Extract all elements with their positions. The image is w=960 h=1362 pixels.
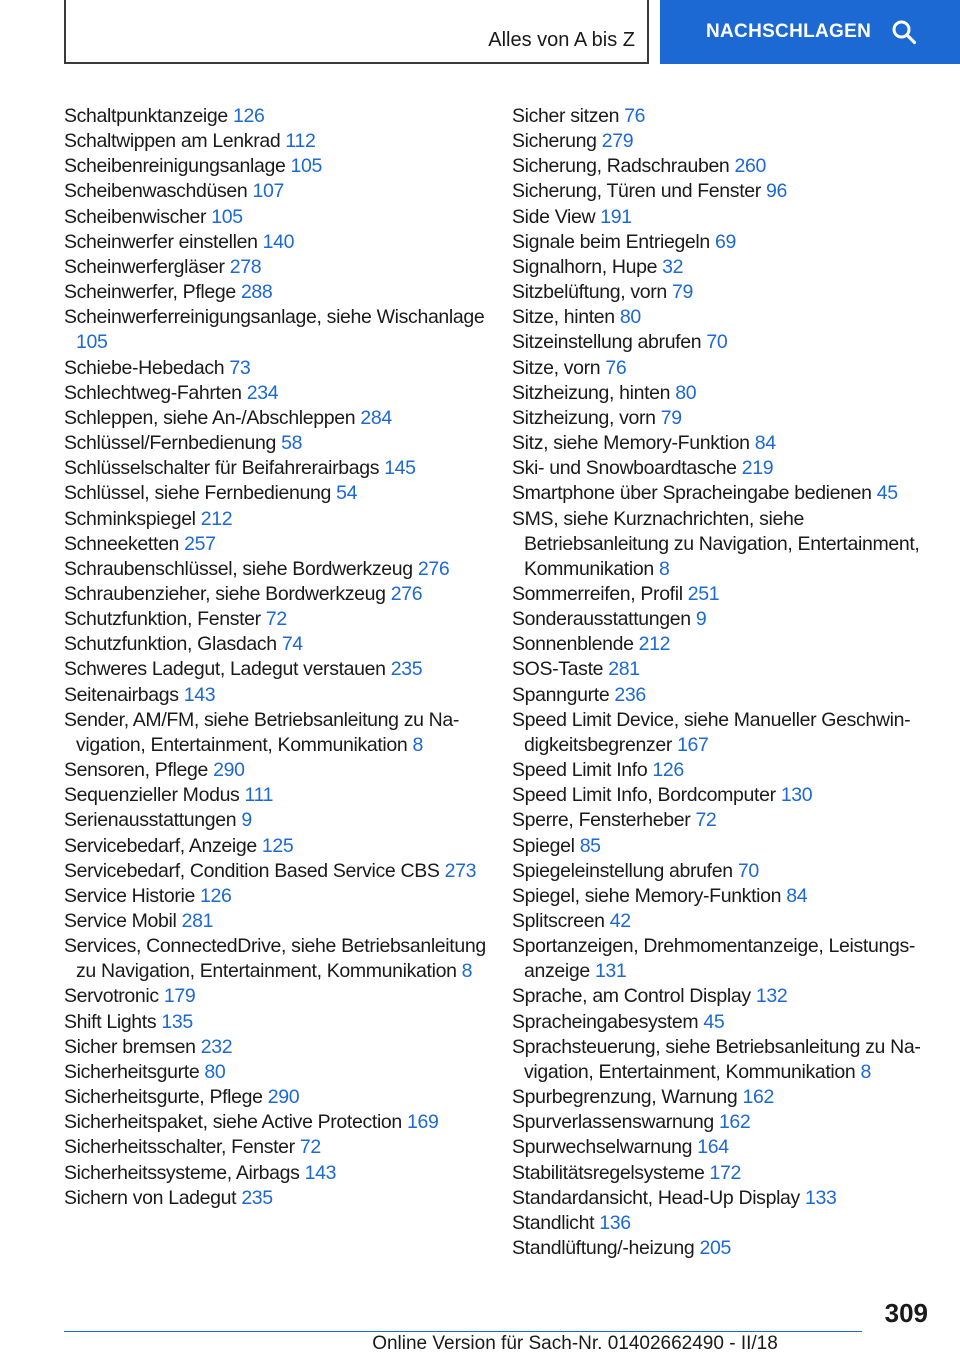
index-term: Sitze, hinten xyxy=(512,306,615,329)
index-column-right xyxy=(512,104,952,1261)
index-term: Speed Limit Info xyxy=(512,759,648,782)
index-term: Sicherheitsschalter, Fenster xyxy=(64,1136,295,1159)
page-link[interactable]: 8 xyxy=(412,733,423,756)
page-link[interactable]: 8 xyxy=(461,960,473,983)
page-link[interactable]: 133 xyxy=(805,1186,837,1209)
index-entry xyxy=(512,607,952,632)
page-link[interactable]: 125 xyxy=(261,834,294,857)
page-link[interactable]: 112 xyxy=(285,130,316,153)
page-link[interactable]: 284 xyxy=(360,406,392,429)
index-entry xyxy=(512,683,952,708)
index-term: Servicebedarf, Condition Based Service CBS xyxy=(64,859,440,882)
index-entry xyxy=(64,607,494,632)
index-entry xyxy=(64,481,494,506)
index-term: Speed Limit Info, Bordcomputer xyxy=(512,784,776,807)
index-entry xyxy=(512,280,952,305)
index-entry xyxy=(64,557,494,582)
index-term: Servotronic xyxy=(64,985,159,1008)
page-link[interactable]: 278 xyxy=(229,255,262,278)
index-entry xyxy=(512,632,952,657)
index-term: Sicher bremsen xyxy=(64,1035,196,1058)
index-entry xyxy=(64,205,494,230)
index-term: Sommerreifen, Profil xyxy=(512,582,683,605)
index-term: Sichern von Ladegut xyxy=(64,1186,237,1209)
page-link[interactable]: 205 xyxy=(699,1237,731,1260)
index-term: Spanngurte xyxy=(512,683,610,706)
index-term: Schneeketten xyxy=(64,532,180,555)
index-term: Sicher sitzen xyxy=(512,105,620,127)
index-term: Sitzeinstellung abrufen xyxy=(512,331,702,354)
index-entry xyxy=(64,708,494,758)
page-link[interactable]: 164 xyxy=(697,1136,729,1159)
page-link[interactable]: 191 xyxy=(600,205,632,228)
page-link[interactable]: 232 xyxy=(200,1035,233,1058)
index-entry xyxy=(64,104,494,129)
index-term: Standardansicht, Head-Up Display xyxy=(512,1186,800,1209)
online-version-note: Online Version für Sach-Nr. 01402662490 - II/18 xyxy=(372,1333,778,1354)
index-entry xyxy=(512,984,952,1009)
nachschlagen-tab[interactable] xyxy=(660,0,960,64)
page-link[interactable]: 290 xyxy=(267,1086,300,1109)
index-entry xyxy=(64,859,494,884)
page-link[interactable]: 288 xyxy=(240,281,273,304)
page-link[interactable]: 140 xyxy=(262,230,295,253)
page-link[interactable]: 162 xyxy=(742,1086,774,1109)
index-term: Spurbegrenzung, Warnung xyxy=(512,1086,738,1109)
page-link[interactable]: 130 xyxy=(780,784,813,807)
index-term: SOS-Taste xyxy=(512,658,604,681)
page-link[interactable]: 281 xyxy=(181,910,214,932)
page-link[interactable]: 126 xyxy=(200,884,232,907)
index-entry xyxy=(64,532,494,557)
page-link[interactable]: 251 xyxy=(687,582,720,605)
index-entry xyxy=(64,909,494,934)
index-term: Sprachsteuerung, siehe Betriebsanleitung zu Navigation, Entertainment, Kommunikation xyxy=(512,1035,921,1083)
page-link[interactable]: 80 xyxy=(204,1060,226,1083)
index-term: Service Historie xyxy=(64,884,195,907)
index-entry xyxy=(64,758,494,783)
index-term: Sicherheitssysteme, Airbags xyxy=(64,1161,300,1184)
page-link[interactable]: 126 xyxy=(652,759,684,782)
page-link[interactable]: 143 xyxy=(183,683,216,706)
index-term: Seitenairbags xyxy=(64,683,179,706)
index-entry xyxy=(64,1060,494,1085)
page-link[interactable]: 235 xyxy=(241,1186,273,1209)
index-term: Schaltpunktanzeige xyxy=(64,105,228,127)
index-column-left xyxy=(64,104,494,1211)
page-link[interactable]: 167 xyxy=(677,733,709,756)
index-entry xyxy=(64,507,494,532)
index-entry xyxy=(64,305,494,355)
page-number: 309 xyxy=(884,1298,928,1328)
index-entry xyxy=(64,582,494,607)
index-term: Sprache, am Control Display xyxy=(512,985,751,1008)
index-term: Scheinwerfer, Pflege xyxy=(64,281,236,304)
index-term: Sender, AM/FM, siehe Betriebsanleitung zu Navigation, Entertainment, Kommunikation xyxy=(64,708,460,756)
page-link[interactable]: 72 xyxy=(695,809,717,832)
page-link[interactable]: 126 xyxy=(232,105,265,127)
index-entry xyxy=(512,909,952,934)
index-term: Service Mobil xyxy=(64,910,177,932)
page-link[interactable]: 162 xyxy=(718,1111,751,1134)
index-entry xyxy=(512,381,952,406)
index-term: Signalhorn, Hupe xyxy=(512,255,658,278)
page-link[interactable]: 169 xyxy=(407,1111,439,1134)
index-entry xyxy=(512,582,952,607)
page-link[interactable]: 70 xyxy=(706,331,728,354)
index-entry xyxy=(512,179,952,204)
index-term: Standlüftung/-heizung xyxy=(512,1237,695,1260)
index-entry xyxy=(64,1161,494,1186)
page-link[interactable]: 9 xyxy=(241,809,252,832)
index-entry xyxy=(512,205,952,230)
index-term: Sicherheitspaket, siehe Active Protection xyxy=(64,1111,402,1134)
page-link[interactable]: 135 xyxy=(161,1010,193,1033)
page-link[interactable]: 260 xyxy=(734,155,767,178)
index-entry xyxy=(64,1110,494,1135)
page-link[interactable]: 172 xyxy=(709,1161,742,1184)
page-link[interactable]: 276 xyxy=(390,582,423,605)
index-term: Scheibenwischer xyxy=(64,205,207,228)
index-term: Sicherung xyxy=(512,130,597,153)
page-link[interactable]: 143 xyxy=(304,1161,337,1184)
page-link[interactable]: 76 xyxy=(624,105,646,127)
index-term: Schiebe-Hebedach xyxy=(64,356,225,379)
index-term: Scheinwerfergläser xyxy=(64,255,225,278)
index-entry xyxy=(512,456,952,481)
page-link[interactable]: 276 xyxy=(417,557,450,580)
index-entry xyxy=(64,431,494,456)
index-entry xyxy=(512,783,952,808)
page-link[interactable]: 85 xyxy=(579,834,601,857)
index-entry xyxy=(512,104,952,129)
page-link[interactable]: 290 xyxy=(213,759,245,782)
page-link[interactable]: 105 xyxy=(290,155,323,178)
index-entry xyxy=(512,1110,952,1135)
index-term: Speed Limit Device, siehe Manueller Geschwindigkeitsbegrenzer xyxy=(512,708,911,756)
page-link[interactable]: 45 xyxy=(876,482,898,505)
footer-divider xyxy=(64,1331,862,1332)
page-link[interactable]: 72 xyxy=(265,608,287,631)
index-term: Serienausstattungen xyxy=(64,809,237,832)
index-entry xyxy=(512,808,952,833)
page-link[interactable]: 84 xyxy=(786,884,808,907)
index-term: Scheibenreinigungsanlage xyxy=(64,155,286,178)
index-entry xyxy=(64,1010,494,1035)
index-term: Schraubenschlüssel, siehe Bordwerkzeug xyxy=(64,557,413,580)
index-entry xyxy=(512,507,952,582)
index-entry xyxy=(512,1161,952,1186)
page-link[interactable]: 79 xyxy=(671,281,693,304)
page-link[interactable]: 79 xyxy=(660,406,682,429)
page-link[interactable]: 80 xyxy=(675,381,697,404)
index-entry xyxy=(64,1035,494,1060)
index-term: Sicherung, Radschrauben xyxy=(512,155,730,178)
nav-tab-label: NACHSCHLAGEN xyxy=(706,21,872,42)
index-entry xyxy=(512,834,952,859)
index-entry xyxy=(512,708,952,758)
index-entry xyxy=(512,1186,952,1211)
page-link[interactable]: 234 xyxy=(246,381,279,404)
page-link[interactable]: 132 xyxy=(755,985,788,1008)
index-term: Schleppen, siehe An-/Abschleppen xyxy=(64,406,356,429)
index-entry xyxy=(64,834,494,859)
page-link[interactable]: 105 xyxy=(211,205,243,228)
index-entry xyxy=(512,154,952,179)
index-term: Side View xyxy=(512,205,596,228)
index-entry xyxy=(512,431,952,456)
index-term: Scheinwerfer einstellen xyxy=(64,230,258,253)
index-term: Schutzfunktion, Fenster xyxy=(64,608,261,631)
page-link[interactable]: 96 xyxy=(766,180,787,203)
index-entry xyxy=(64,456,494,481)
index-term: Shift Lights xyxy=(64,1010,157,1033)
page-link[interactable]: 58 xyxy=(281,432,303,455)
index-term: Standlicht xyxy=(512,1211,595,1234)
page-link[interactable]: 9 xyxy=(695,608,707,631)
index-term: Schraubenzieher, siehe Bordwerkzeug xyxy=(64,582,386,605)
index-term: Spurwechselwarnung xyxy=(512,1136,693,1159)
page-link[interactable]: 257 xyxy=(184,532,216,555)
page-link[interactable]: 8 xyxy=(860,1060,871,1083)
index-entry xyxy=(512,255,952,280)
section-title: Alles von A bis Z xyxy=(488,29,635,51)
index-entry xyxy=(64,154,494,179)
index-term: Sensoren, Pflege xyxy=(64,759,209,782)
page-link[interactable]: 212 xyxy=(638,633,671,656)
index-entry xyxy=(512,1085,952,1110)
index-term: Sitzheizung, vorn xyxy=(512,406,656,429)
index-entry xyxy=(64,884,494,909)
index-entry xyxy=(64,280,494,305)
page-link[interactable]: 107 xyxy=(252,180,284,203)
index-entry xyxy=(512,934,952,984)
page-link[interactable]: 8 xyxy=(658,557,670,580)
page-link[interactable]: 235 xyxy=(390,658,423,681)
page-link[interactable]: 136 xyxy=(599,1211,631,1234)
index-entry xyxy=(64,255,494,280)
page-link[interactable]: 32 xyxy=(662,255,684,278)
index-term: Signale beim Entriegeln xyxy=(512,230,710,253)
page-link[interactable]: 236 xyxy=(614,683,646,706)
index-term: Sonnenblende xyxy=(512,633,634,656)
page-link[interactable]: 72 xyxy=(299,1136,321,1159)
index-term: Sitzheizung, hinten xyxy=(512,381,671,404)
index-term: Spiegel xyxy=(512,834,575,857)
index-entry xyxy=(512,305,952,330)
index-term: Sitze, vorn xyxy=(512,356,601,379)
index-term: Smartphone über Spracheingabe bedienen xyxy=(512,482,872,505)
index-entry xyxy=(64,984,494,1009)
page-link[interactable]: 279 xyxy=(601,130,634,153)
index-term: Splitscreen xyxy=(512,910,605,932)
page-link[interactable]: 76 xyxy=(605,356,627,379)
index-entry xyxy=(64,683,494,708)
index-entry xyxy=(64,934,494,984)
index-entry xyxy=(512,356,952,381)
index-entry xyxy=(512,230,952,255)
index-term: Sicherheitsgurte, Pflege xyxy=(64,1086,263,1109)
index-term: Scheinwerferreinigungsanlage, siehe Wischanlage xyxy=(64,306,485,329)
index-term: Stabilitätsregelsysteme xyxy=(512,1161,705,1184)
index-term: Sperre, Fensterheber xyxy=(512,809,691,832)
page-link[interactable]: 74 xyxy=(281,633,303,656)
index-term: Schaltwippen am Lenkrad xyxy=(64,130,281,153)
index-term: Ski- und Snowboardtasche xyxy=(512,457,737,480)
index-entry xyxy=(64,356,494,381)
index-entry xyxy=(512,481,952,506)
index-term: Sequenzieller Modus xyxy=(64,784,240,807)
index-term: Sonderausstattungen xyxy=(512,608,691,631)
index-term: Spracheingabesystem xyxy=(512,1010,699,1033)
page-link[interactable]: 70 xyxy=(737,859,759,882)
index-term: Sitzbelüftung, vorn xyxy=(512,281,667,304)
page-link[interactable]: 111 xyxy=(244,784,274,807)
index-entry xyxy=(64,783,494,808)
index-entry xyxy=(64,129,494,154)
index-entry xyxy=(64,1186,494,1211)
index-term: Sicherung, Türen und Fenster xyxy=(512,180,761,203)
index-term: Sportanzeigen, Drehmomentanzeige, Leistungsanzeige xyxy=(512,935,916,983)
index-entry xyxy=(512,859,952,884)
index-term: Spiegel, siehe Memory-Funktion xyxy=(512,884,782,907)
page-link[interactable]: 131 xyxy=(594,960,627,983)
index-entry xyxy=(512,758,952,783)
page-link[interactable]: 69 xyxy=(715,230,736,253)
index-entry xyxy=(512,657,952,682)
index-entry xyxy=(512,1035,952,1085)
page-link[interactable]: 212 xyxy=(200,507,233,530)
index-entry xyxy=(512,1211,952,1236)
index-entry xyxy=(512,129,952,154)
index-term: Sicherheitsgurte xyxy=(64,1060,200,1083)
index-term: Schlüsselschalter für Beifahrerairbags xyxy=(64,457,380,480)
index-term: Schlüssel, siehe Fernbedienung xyxy=(64,482,332,505)
index-entry xyxy=(64,381,494,406)
index-entry xyxy=(512,1010,952,1035)
index-entry xyxy=(64,179,494,204)
index-term: Servicebedarf, Anzeige xyxy=(64,834,257,857)
index-entry xyxy=(64,230,494,255)
index-entry xyxy=(512,884,952,909)
page-link[interactable]: 273 xyxy=(444,859,477,882)
index-term: Schutzfunktion, Glasdach xyxy=(64,633,277,656)
page-link[interactable]: 54 xyxy=(336,482,358,505)
index-term: Schlüssel/Fernbedienung xyxy=(64,432,277,455)
index-entry xyxy=(64,808,494,833)
index-term: SMS, siehe Kurznachrichten, siehe Betriebsanleitung zu Navigation, Entertainment, Kommunikation xyxy=(512,507,920,580)
index-term: Schminkspiegel xyxy=(64,507,196,530)
page-link[interactable]: 281 xyxy=(608,658,640,681)
page-link[interactable]: 105 xyxy=(76,331,108,354)
index-term: Schlechtweg-Fahrten xyxy=(64,381,242,404)
index-entry xyxy=(512,1135,952,1160)
page-link[interactable]: 84 xyxy=(754,432,776,455)
page-link[interactable]: 42 xyxy=(609,910,631,932)
page-link[interactable]: 80 xyxy=(619,306,641,329)
index-term: Scheibenwaschdüsen xyxy=(64,180,248,203)
index-term: Services, ConnectedDrive, siehe Betriebsanleitung zu Navigation, Entertainment, Kommunikation xyxy=(64,935,486,983)
index-entry xyxy=(64,632,494,657)
index-entry xyxy=(512,1236,952,1261)
index-entry xyxy=(64,1135,494,1160)
index-entry xyxy=(64,657,494,682)
page-link[interactable]: 73 xyxy=(229,356,251,379)
index-entry xyxy=(64,406,494,431)
index-entry xyxy=(512,330,952,355)
page-link[interactable]: 219 xyxy=(741,457,774,480)
index-term: Sitz, siehe Memory-Funktion xyxy=(512,432,750,455)
search-icon[interactable] xyxy=(891,19,917,45)
index-term: Spiegeleinstellung abrufen xyxy=(512,859,733,882)
page-link[interactable]: 45 xyxy=(703,1010,725,1033)
index-term: Schweres Ladegut, Ladegut verstauen xyxy=(64,658,386,681)
index-term: Spurverlassenswarnung xyxy=(512,1111,714,1134)
index-entry xyxy=(512,406,952,431)
header-section-box xyxy=(64,0,649,64)
page-link[interactable]: 145 xyxy=(384,457,416,480)
index-entry xyxy=(64,1085,494,1110)
page-link[interactable]: 179 xyxy=(163,985,196,1008)
